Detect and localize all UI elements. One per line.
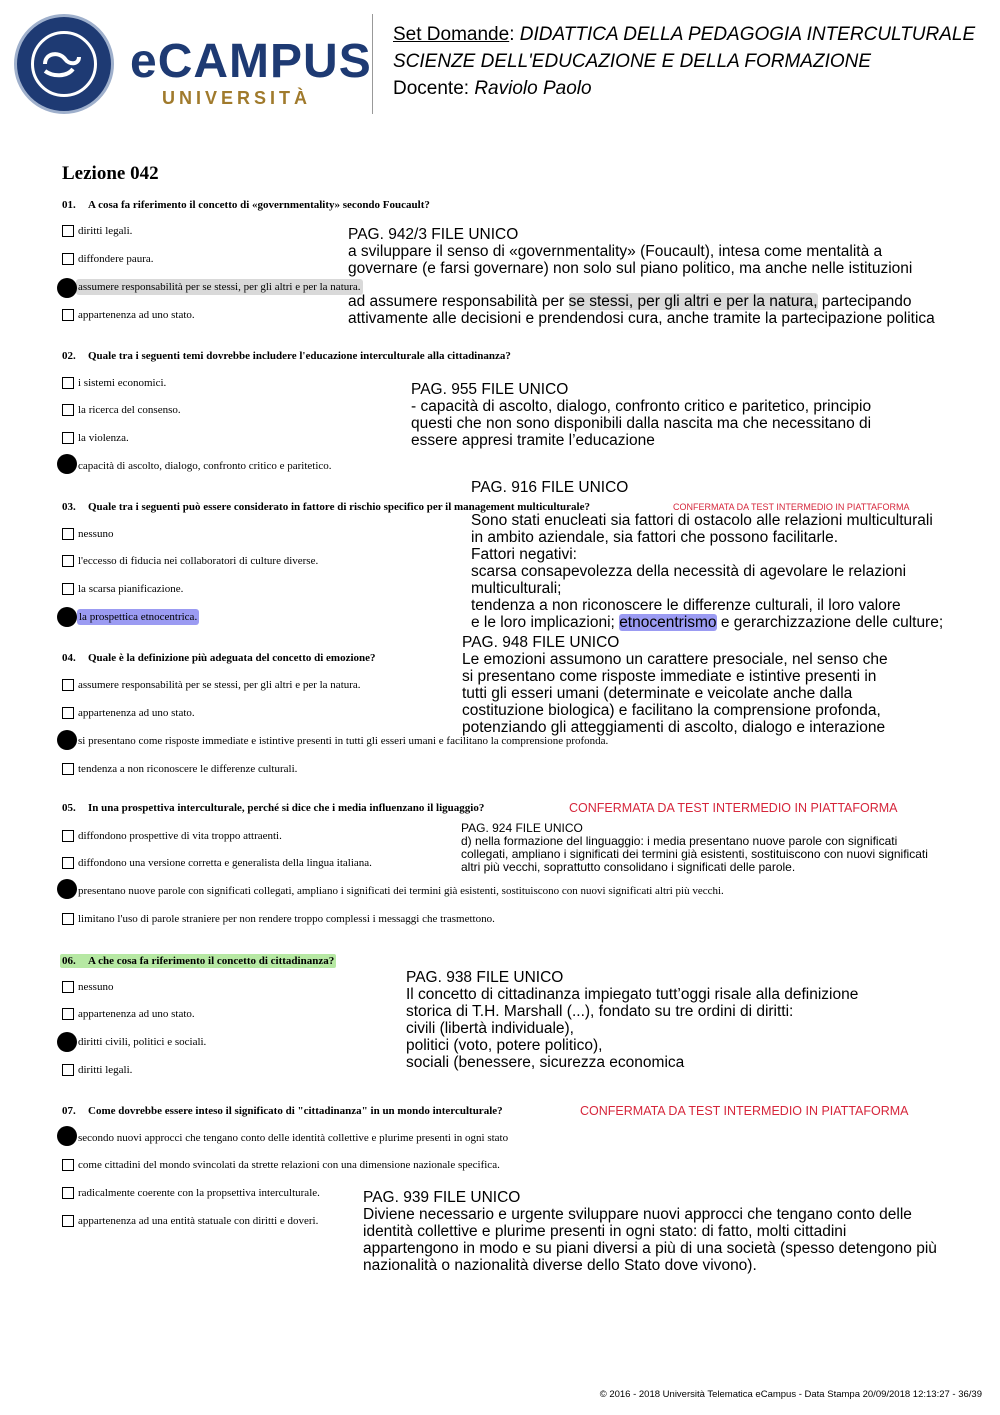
checkbox[interactable] [62, 1064, 74, 1076]
degree-title: SCIENZE DELL'EDUCAZIONE E DELLA FORMAZIONE [393, 51, 872, 72]
checkbox[interactable] [62, 309, 74, 321]
answer-option[interactable]: diritti legali. [62, 223, 132, 239]
checkbox[interactable] [62, 404, 74, 416]
answer-option[interactable]: nessuno [62, 979, 113, 995]
answer-option[interactable]: i sistemi economici. [62, 375, 166, 391]
answer-option[interactable]: diritti legali. [62, 1062, 132, 1078]
question-title: 03. Quale tra i seguenti può essere considerato in fattore di rischio specifico per il management multiculturale? [62, 501, 590, 513]
teacher-label: Docente: [393, 78, 470, 99]
checkbox[interactable] [62, 981, 74, 993]
answer-option[interactable]: diffondono una versione corretta e generalista della lingua italiana. [62, 855, 372, 871]
confirmed-badge: CONFERMATA DA TEST INTERMEDIO IN PIATTAFORMA [580, 1104, 909, 1118]
answer-option[interactable]: appartenenza ad uno stato. [62, 1006, 195, 1022]
answer-option-selected[interactable]: diritti civili, politici e sociali. [78, 1036, 207, 1048]
checkbox[interactable] [62, 1159, 74, 1171]
teacher-name: Raviolo Paolo [474, 78, 592, 99]
reference-note: PAG. 939 FILE UNICO Diviene necessario e urgente sviluppare nuovi approcci che tengano conto delle identità collettive e plurime presenti in ogni stato: di fatto, molti cittadini appartengono in modo e su piani diversi a più di una società (spesso detengono più nazionalità o nazionalità diverse dello Stato dove vivono). [363, 1189, 937, 1274]
answer-option[interactable]: radicalmente coerente con la propsettiva interculturale. [62, 1185, 320, 1201]
checkbox[interactable] [62, 253, 74, 265]
checkbox[interactable] [62, 377, 74, 389]
checkbox[interactable] [62, 1008, 74, 1020]
answer-option[interactable]: diffondere paura. [62, 251, 154, 267]
course-title: DIDATTICA DELLA PEDAGOGIA INTERCULTURALE [519, 24, 976, 45]
confirmed-badge: CONFERMATA DA TEST INTERMEDIO IN PIATTAFORMA [569, 801, 898, 815]
checkbox[interactable] [62, 1187, 74, 1199]
logo-wordmark: eCAMPUS [130, 35, 372, 88]
selected-answer-marker [57, 1032, 77, 1052]
reference-note: PAG. 955 FILE UNICO - capacità di ascolto, dialogo, confronto critico e paritetico, principio questi che non sono disponibili dalla nascita ma che necessitano di essere appresi tramite l’educazione [411, 381, 872, 449]
answer-option[interactable]: limitano l'uso di parole straniere per non rendere troppo complessi i messaggi che trasmettono. [62, 911, 495, 927]
answer-option[interactable]: l'eccesso di fiducia nei collaboratori di culture diverse. [62, 553, 318, 569]
lesson-title: Lezione 042 [62, 163, 159, 184]
answer-option[interactable]: la scarsa pianificazione. [62, 581, 183, 597]
question-title: 07. Come dovrebbe essere inteso il significato di "cittadinanza" in un mondo interculturale? [62, 1105, 503, 1117]
selected-answer-marker [57, 879, 77, 899]
page-footer: © 2016 - 2018 Università Telematica eCampus - Data Stampa 20/09/2018 12:13:27 - 36/39 [599, 1389, 982, 1400]
answer-option[interactable]: nessuno [62, 526, 113, 542]
reference-note: PAG. 938 FILE UNICO Il concetto di cittadinanza impiegato tutt’oggi risale alla definizione storica di T.H. Marshall (...), fondato su tre ordini di diritti: civili (libertà individuale), politici (voto, potere politico), sociali (benessere, sicurezza economica [406, 969, 859, 1071]
logo-subtitle: UNIVERSITÀ [162, 88, 312, 108]
reference-note: Sono stati enucleati sia fattori di ostacolo alle relazioni multiculturali in ambito aziendale, sia fattori che possono facilitarle. Fattori negativi: scarsa consapevolezza della necessità di agevolare le relazioni multiculturali; tendenza a non riconoscere le differenze culturali, il loro valore e le loro implicazioni; etnocentrismo e gerarchizzazione delle culture; [471, 512, 944, 631]
reference-note: PAG. 942/3 FILE UNICO a sviluppare il senso di «governmentality» (Foucault), intesa come mentalità a governare (e farsi governare) non solo sul piano politico, ma anche nelle istituzioni [348, 226, 913, 277]
checkbox[interactable] [62, 707, 74, 719]
university-seal-logo [14, 14, 114, 114]
checkbox[interactable] [62, 1215, 74, 1227]
checkbox[interactable] [62, 225, 74, 237]
checkbox[interactable] [62, 583, 74, 595]
selected-answer-marker [57, 1126, 77, 1146]
question-title: 01. A cosa fa riferimento il concetto di «governmentality» secondo Foucault? [62, 199, 430, 211]
checkbox[interactable] [62, 555, 74, 567]
checkbox[interactable] [62, 432, 74, 444]
checkbox[interactable] [62, 763, 74, 775]
selected-answer-marker [57, 454, 77, 474]
answer-option-selected[interactable]: secondo nuovi approcci che tengano conto delle identità collettive e plurime presenti in ogni stato [78, 1132, 509, 1144]
question-title: 02. Quale tra i seguenti temi dovrebbe includere l'educazione interculturale alla cittadinanza? [62, 350, 511, 362]
answer-option[interactable]: la violenza. [62, 430, 129, 446]
teacher-line [393, 78, 592, 100]
answer-option[interactable]: appartenenza ad una entità statuale con diritti e doveri. [62, 1213, 318, 1229]
answer-option[interactable]: come cittadini del mondo svincolati da strette relazioni con una dimensione nazionale specifica. [62, 1157, 500, 1173]
reference-note: PAG. 924 FILE UNICO d) nella formazione del linguaggio: i media presentano nuove parole con significati collegati, ampliano i significati dei termini già esistenti, sostituiscono con nuovi significati altri più vecchi, soprattutto consolidano i significati delle parole. [461, 821, 928, 874]
reference-note: PAG. 948 FILE UNICO Le emozioni assumono un carattere presociale, nel senso che si presentano come risposte immediate e istintive presenti in tutti gli esseri umani (determinate e veicolate anche dalla costituzione biologica) e facilitano la comprensione profonda, potenziando gli atteggiamenti di ascolto, dialogo e interazione [462, 634, 888, 736]
answer-option[interactable]: appartenenza ad uno stato. [62, 705, 195, 721]
answer-option[interactable]: la ricerca del consenso. [62, 402, 181, 418]
answer-option[interactable]: diffondono prospettive di vita troppo attraenti. [62, 828, 282, 844]
checkbox[interactable] [62, 528, 74, 540]
header-course-line: Set Domande: DIDATTICA DELLA PEDAGOGIA INTERCULTURALE [393, 24, 976, 45]
checkbox[interactable] [62, 857, 74, 869]
checkbox[interactable] [62, 679, 74, 691]
reference-note-header: PAG. 916 FILE UNICO [471, 479, 629, 496]
answer-option[interactable]: tendenza a non riconoscere le differenze culturali. [62, 761, 297, 777]
answer-option-selected[interactable]: assumere responsabilità per se stessi, per gli altri e per la natura. [78, 281, 361, 293]
reference-note-cont: ad assumere responsabilità per se stessi, per gli altri e per la natura, partecipando attivamente alle decisioni e prendendosi cura, anche tramite la partecipazione politica [348, 293, 935, 327]
checkbox[interactable] [62, 830, 74, 842]
answer-option-selected[interactable]: la prospettica etnocentrica. [79, 611, 198, 623]
question-title: 04. Quale è la definizione più adeguata del concetto di emozione? [62, 652, 376, 664]
selected-answer-marker [57, 278, 77, 298]
answer-option-selected[interactable]: presentano nuove parole con significati collegati, ampliano i significati dei termini già esistenti, sostituiscono con nuovi significati altri più vecchi. [78, 885, 724, 897]
selected-answer-marker [57, 607, 77, 627]
selected-answer-marker [57, 730, 77, 750]
set-label: Set Domande [393, 24, 510, 45]
ecampus-mark-icon [39, 47, 85, 81]
checkbox[interactable] [62, 913, 74, 925]
header-divider [372, 14, 373, 114]
confirmed-badge: CONFERMATA DA TEST INTERMEDIO IN PIATTAFORMA [673, 502, 910, 512]
answer-option[interactable]: appartenenza ad uno stato. [62, 307, 195, 323]
answer-option-selected[interactable]: capacità di ascolto, dialogo, confronto critico e paritetico. [78, 460, 332, 472]
question-title-highlighted: 06. A che cosa fa riferimento il concetto di cittadinanza? [62, 955, 335, 967]
answer-option-selected[interactable]: si presentano come risposte immediate e istintive presenti in tutti gli esseri umani e facilitano la comprensione profonda. [78, 735, 609, 747]
answer-option[interactable]: assumere responsabilità per se stessi, per gli altri e per la natura. [62, 677, 361, 693]
question-title: 05. In una prospettiva interculturale, perché si dice che i media influenzano il liguaggio? [62, 802, 485, 814]
